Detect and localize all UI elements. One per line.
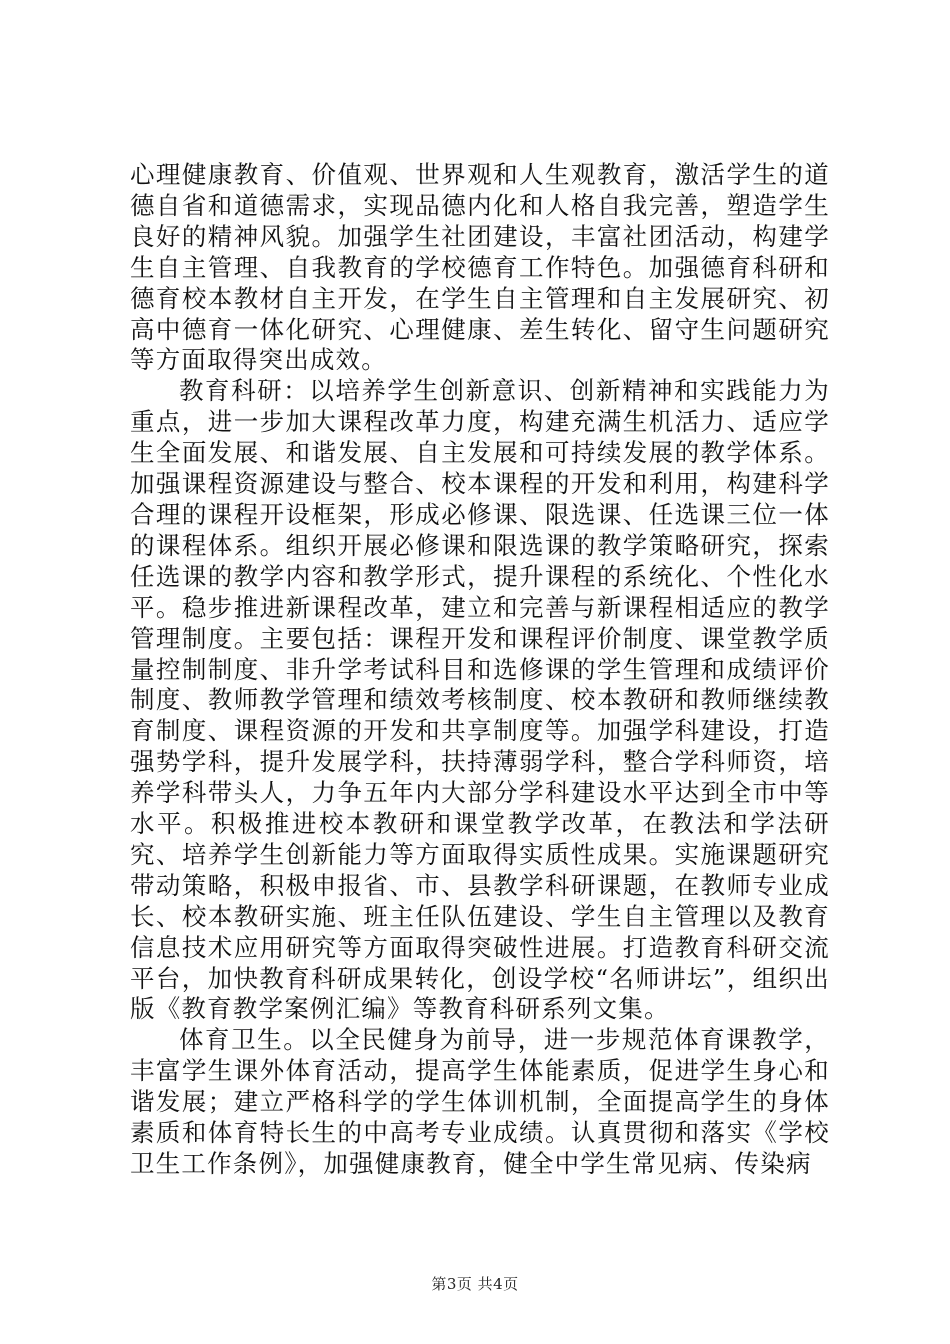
paragraph-sports-health: 体育卫生。以全民健身为前导，进一步规范体育课教学，丰富学生课外体育活动，提高学生体能素质，促进学生身心和谐发展；建立严格科学的学生体训机制，全面提高学生的身体素质和体育特长生的中高考专业成绩。认真贯彻和落实《学校卫生工作条例》，加强健康教育，健全中学生常见病、传染病 bbox=[130, 1025, 830, 1178]
paragraph-education-research: 教育科研：以培养学生创新意识、创新精神和实践能力为重点，进一步加大课程改革力度，构建充满生机活力、适应学生全面发展、和谐发展、自主发展和可持续发展的教学体系。加强课程资源建设与整合、校本课程的开发和利用，构建科学合理的课程开设框架，形成必修课、限选课、任选课三位一体的课程体系。组织开展必修课和限选课的教学策略研究，探索任选课的教学内容和教学形式，提升课程的系统化、个性化水平。稳步推进新课程改革，建立和完善与新课程相适应的教学管理制度。主要包括：课程开发和课程评价制度、课堂教学质量控制制度、非升学考试科目和选修课的学生管理和成绩评价制度、教师教学管理和绩效考核制度、校本教研和教师继续教育制度、课程资源的开发和共享制度等。加强学科建设，打造强势学科，提升发展学科，扶持薄弱学科，整合学科师资，培养学科带头人，力争五年内大部分学科建设水平达到全市中等水平。积极推进校本教研和课堂教学改革，在教法和学法研究、培养学生创新能力等方面取得实质性成果。实施课题研究带动策略，积极申报省、市、县教学科研课题，在教师专业成长、校本教研实施、班主任队伍建设、学生自主管理以及教育信息技术应用研究等方面取得突破性进展。打造教育科研交流平台，加快教育科研成果转化，创设学校“名师讲坛”，组织出版《教育教学案例汇编》等教育科研系列文集。 bbox=[130, 376, 830, 1024]
paragraph-moral-education-continued: 心理健康教育、价值观、世界观和人生观教育，激活学生的道德自省和道德需求，实现品德内化和人格自我完善，塑造学生良好的精神风貌。加强学生社团建设，丰富社团活动，构建学生自主管理、自我教育的学校德育工作特色。加强德育科研和德育校本教材自主开发，在学生自主管理和自主发展研究、初高中德育一体化研究、心理健康、差生转化、留守生问题研究等方面取得突出成效。 bbox=[130, 160, 830, 375]
document-body bbox=[130, 160, 830, 1180]
page-number-footer: 第3页 共4页 bbox=[431, 1275, 519, 1293]
